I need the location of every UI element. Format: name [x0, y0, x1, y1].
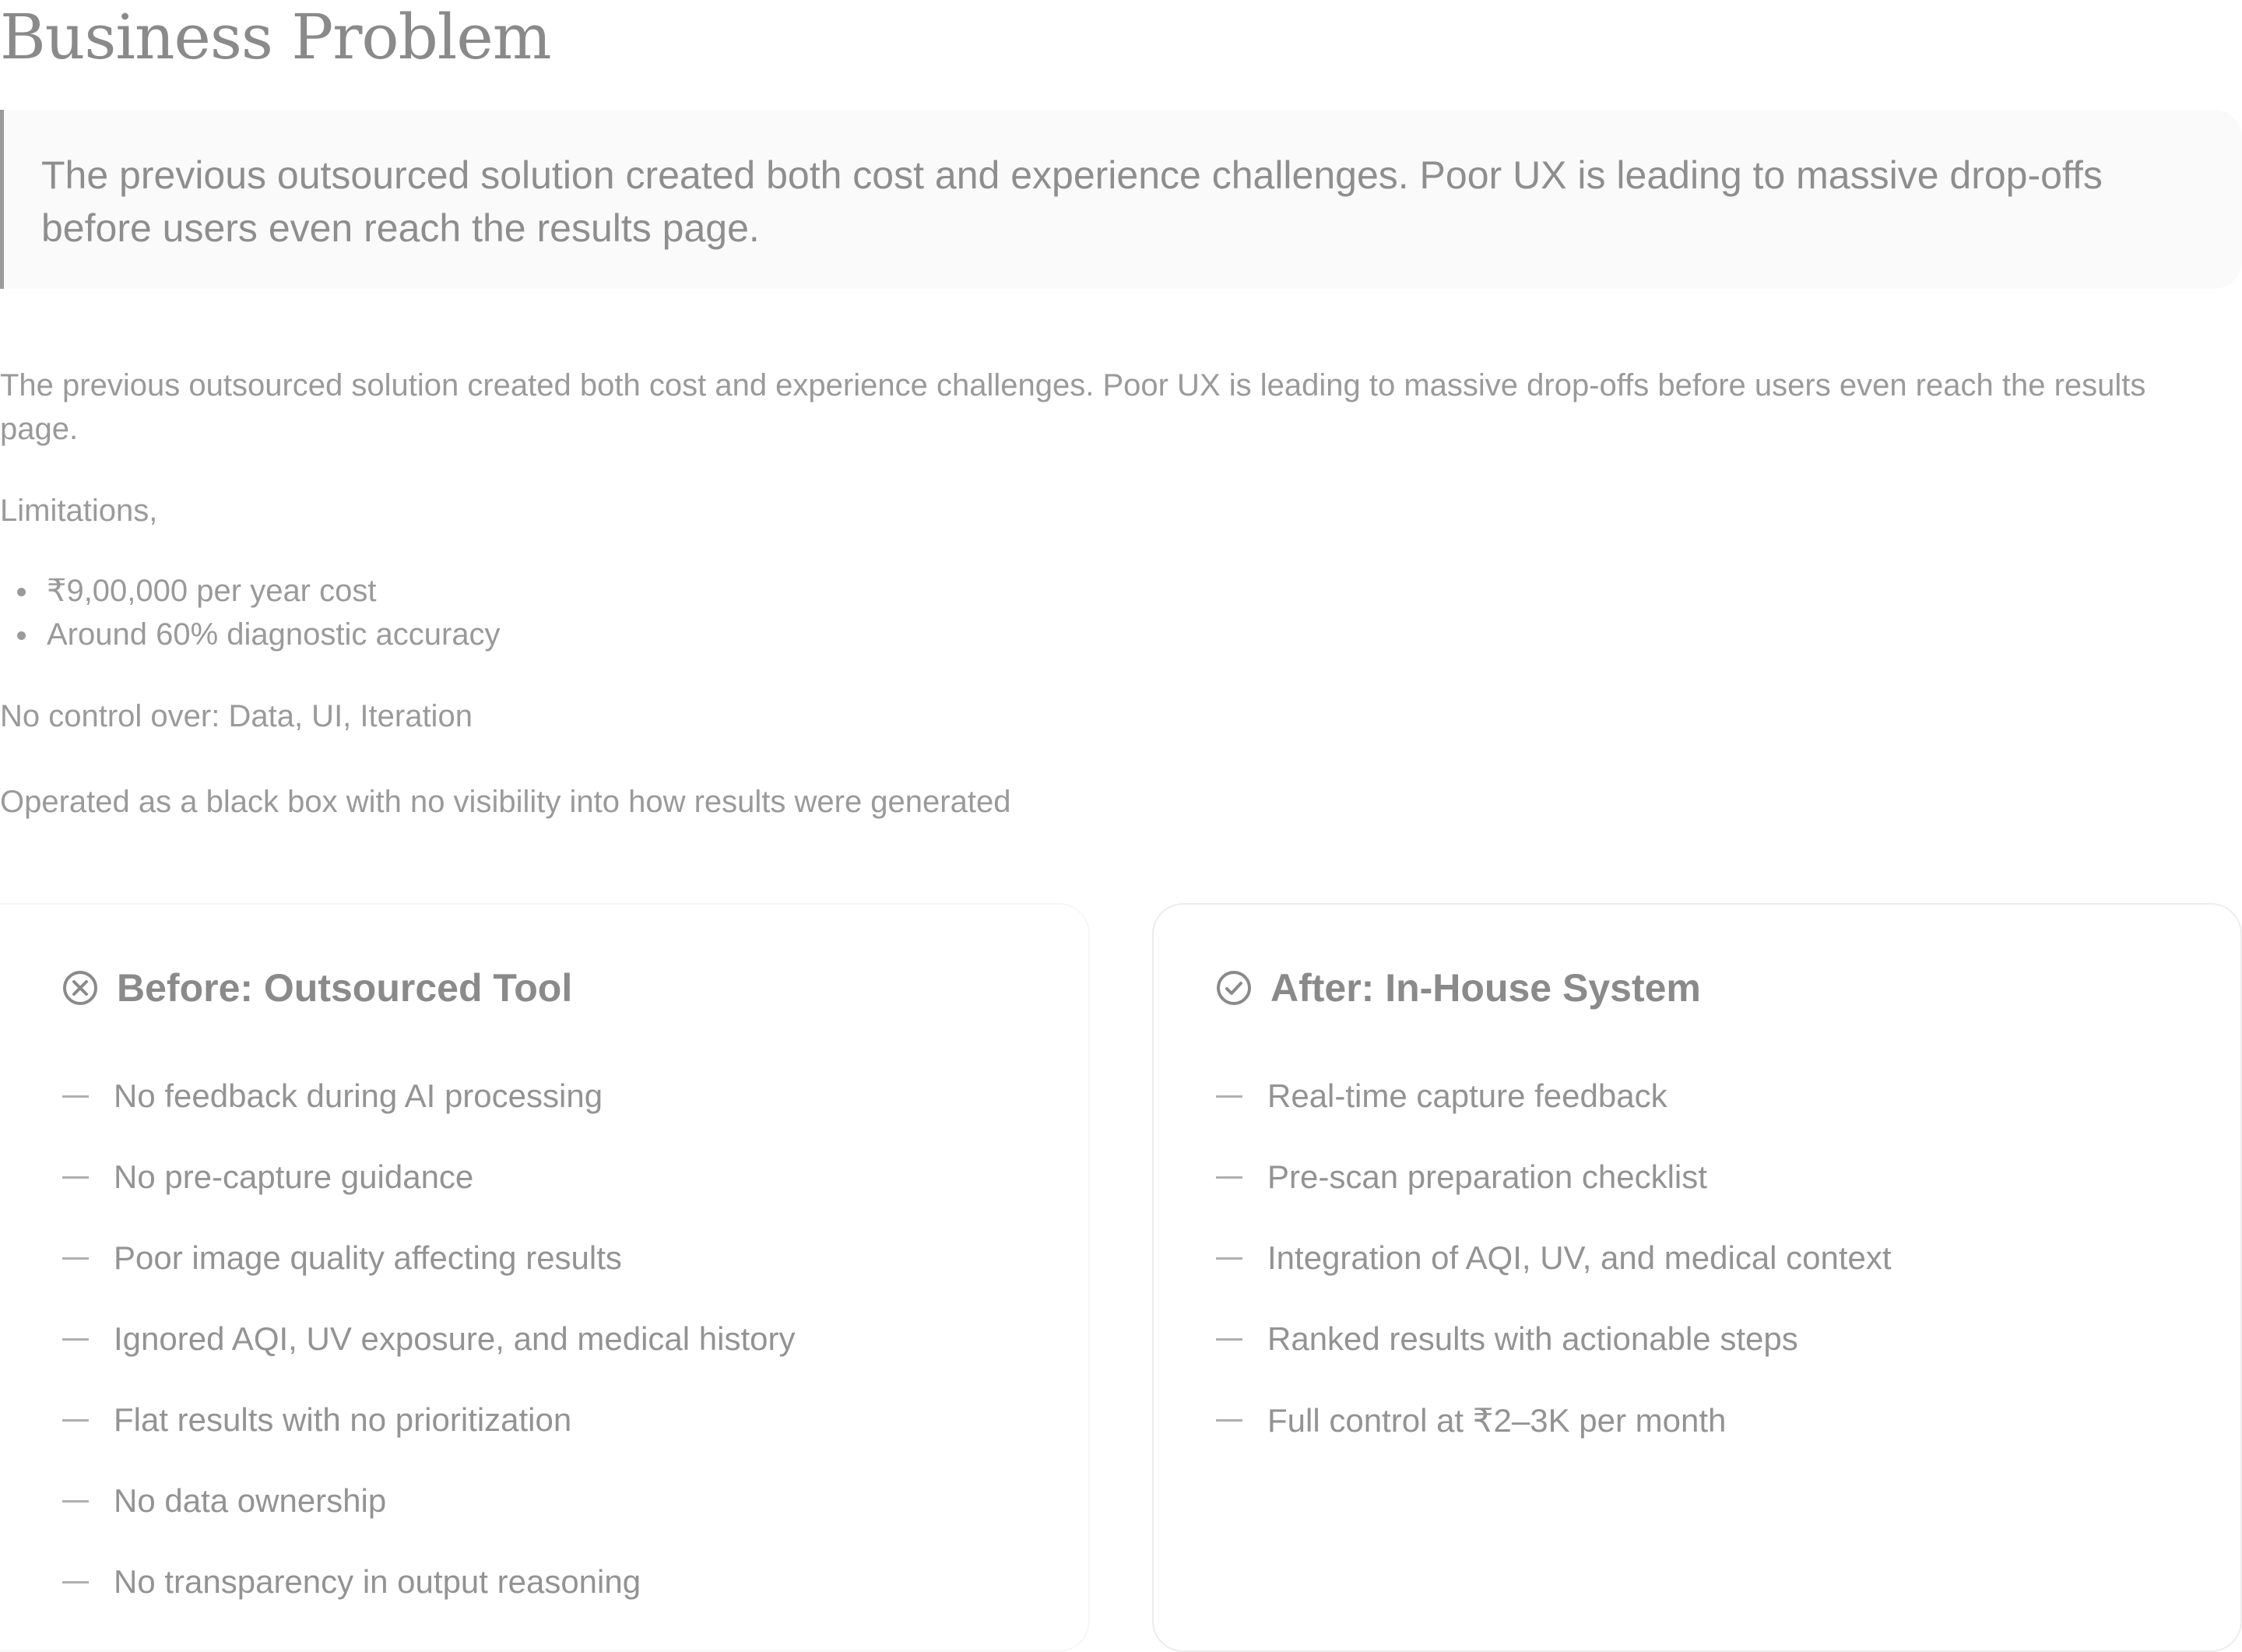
list-item-label: Poor image quality affecting results	[114, 1239, 622, 1276]
x-circle-icon	[62, 970, 98, 1006]
list-item-label: Flat results with no prioritization	[114, 1401, 572, 1438]
bullet-dot	[17, 588, 26, 596]
before-card-header	[62, 962, 572, 1014]
check-circle-icon	[1216, 970, 1252, 1006]
list-item	[1216, 1299, 1892, 1380]
list-item-label: Integration of AQI, UV, and medical context	[1267, 1239, 1892, 1276]
list-item	[62, 1299, 795, 1380]
list-item-label: Real-time capture feedback	[1267, 1077, 1667, 1114]
dash-icon	[62, 1419, 89, 1422]
dash-icon	[62, 1500, 89, 1503]
dash-icon	[62, 1176, 89, 1179]
list-item	[1216, 1380, 1892, 1460]
dash-icon	[1216, 1257, 1242, 1260]
list-item	[0, 613, 501, 656]
dash-icon	[62, 1581, 89, 1583]
list-item	[62, 1541, 795, 1622]
intro-paragraph: The previous outsourced solution created both cost and experience challenges. Poor UX is leading to massive drop-offs before users even reach the results page.	[0, 368, 2146, 446]
list-item	[1216, 1137, 1892, 1218]
page-title: Business Problem	[0, 1, 551, 73]
list-item-label: No feedback during AI processing	[114, 1077, 603, 1114]
list-item-label: Ignored AQI, UV exposure, and medical history	[114, 1320, 796, 1357]
after-card-title: After: In-House System	[1270, 966, 1701, 1010]
list-item	[62, 1460, 795, 1541]
dash-icon	[1216, 1338, 1242, 1341]
after-card	[1152, 903, 2242, 1652]
list-item	[1216, 1056, 1892, 1137]
dash-icon	[1216, 1095, 1242, 1098]
list-item-label: Ranked results with actionable steps	[1267, 1320, 1798, 1357]
list-item-label: No pre-capture guidance	[114, 1158, 474, 1195]
after-card-list	[1216, 1056, 1892, 1460]
dash-icon	[1216, 1176, 1242, 1179]
limitations-list	[0, 569, 501, 656]
list-item	[62, 1056, 795, 1137]
before-card-list	[62, 1056, 795, 1622]
list-item-label: Around 60% diagnostic accuracy	[47, 617, 501, 652]
limitations-heading: Limitations,	[0, 494, 158, 528]
no-control-paragraph: No control over: Data, UI, Iteration	[0, 699, 473, 733]
dash-icon	[62, 1257, 89, 1260]
list-item	[62, 1218, 795, 1299]
list-item	[62, 1380, 795, 1460]
list-item-label: Full control at ₹2–3K per month	[1267, 1401, 1727, 1439]
list-item-label: No transparency in output reasoning	[114, 1563, 641, 1600]
list-item	[1216, 1218, 1892, 1299]
dash-icon	[62, 1095, 89, 1098]
list-item-label: ₹9,00,000 per year cost	[47, 574, 377, 608]
dash-icon	[62, 1338, 89, 1341]
callout-quote	[0, 110, 2242, 289]
before-card	[0, 903, 1090, 1652]
bullet-dot	[17, 631, 26, 640]
after-card-header	[1216, 962, 1701, 1014]
list-item	[62, 1137, 795, 1218]
list-item-label: No data ownership	[114, 1482, 387, 1519]
list-item	[0, 569, 501, 613]
black-box-paragraph: Operated as a black box with no visibility into how results were generated	[0, 785, 1011, 819]
list-item-label: Pre-scan preparation checklist	[1267, 1158, 1707, 1195]
dash-icon	[1216, 1419, 1242, 1422]
before-card-title: Before: Outsourced Tool	[117, 966, 573, 1010]
callout-text: The previous outsourced solution created both cost and experience challenges. Poor UX is leading to massive drop-offs before users even reach the results page.	[41, 153, 2103, 250]
